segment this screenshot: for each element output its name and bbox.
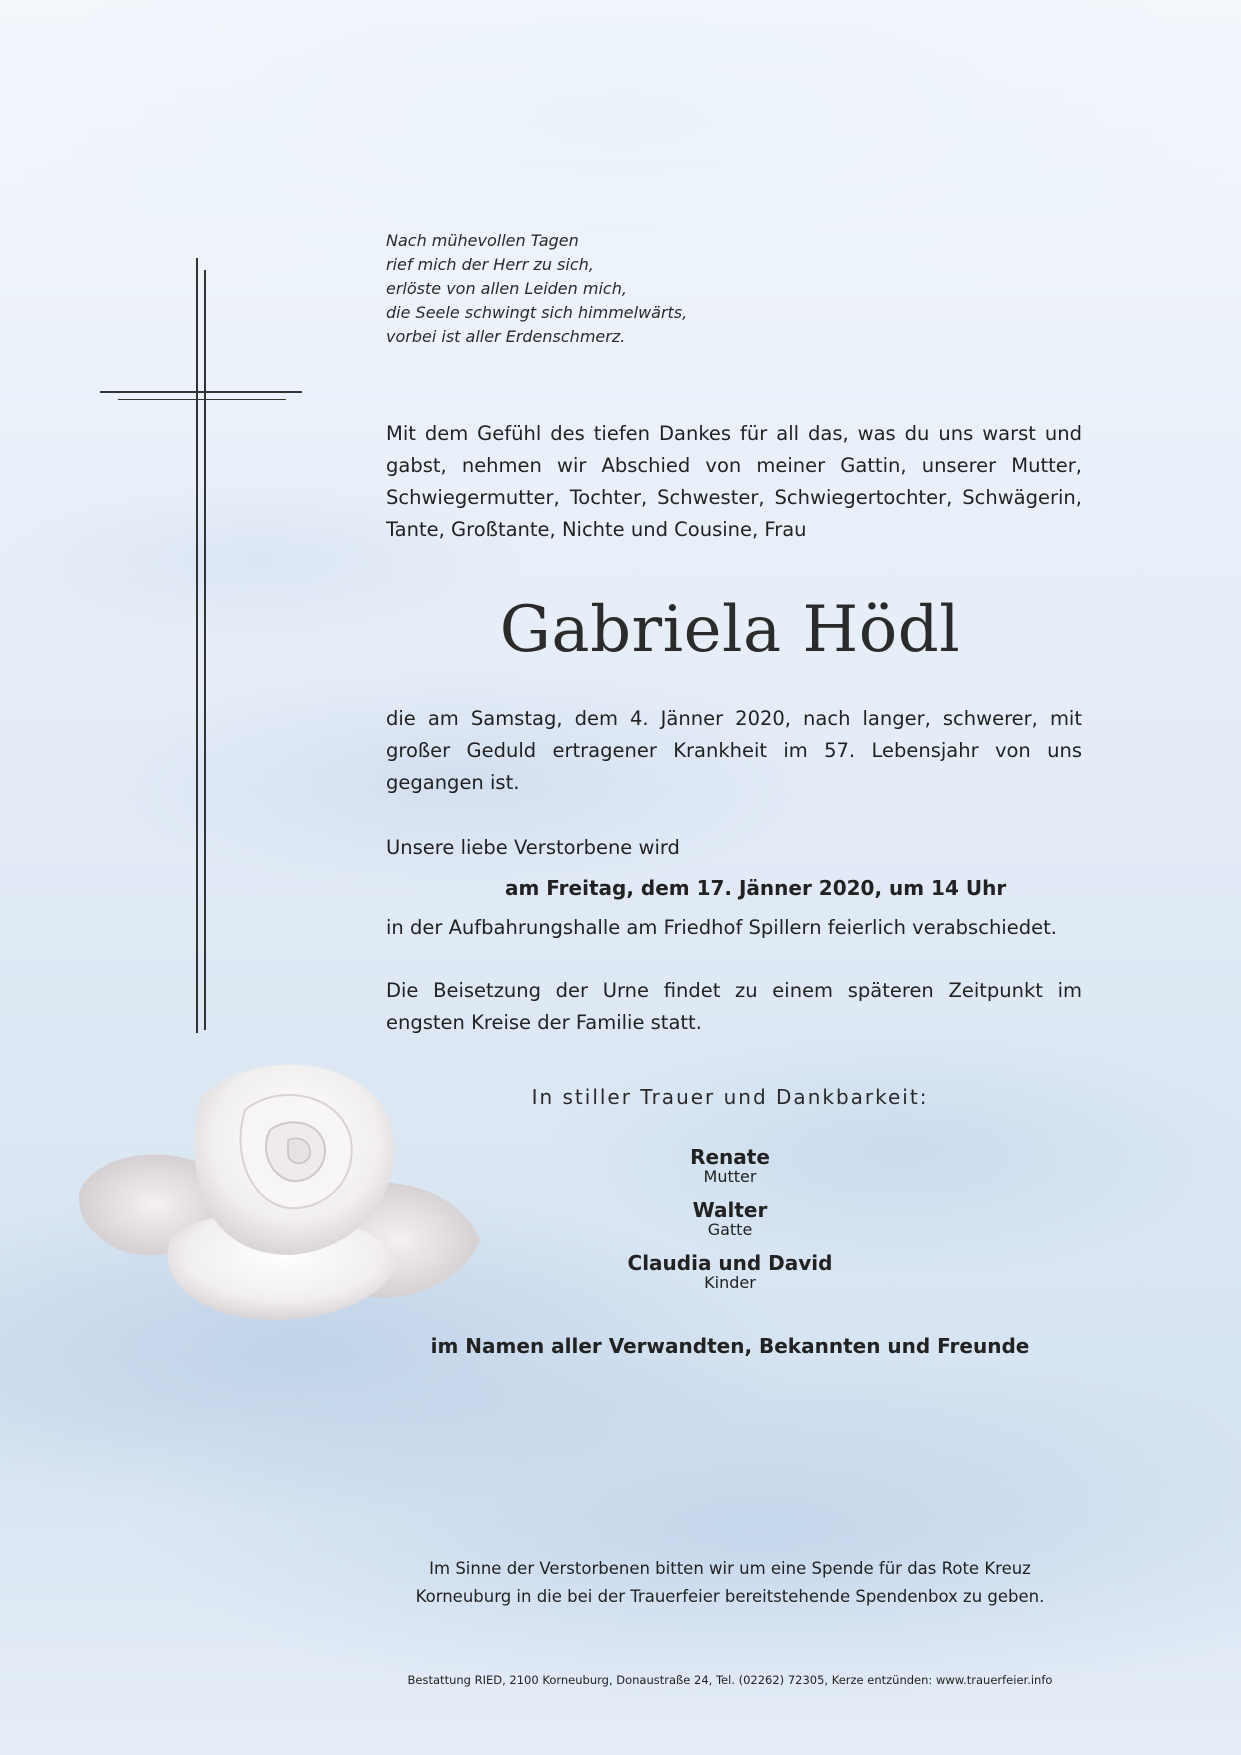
death-paragraph: die am Samstag, dem 4. Jänner 2020, nach langer, schwerer, mit großer Geduld ertragener Krankheit im 57. Lebensjahr von uns gegangen ist. [386,707,1082,794]
mourner-entry [530,1199,930,1239]
mourner-relation: Mutter [703,1167,757,1186]
farewell-date: am Freitag, dem 17. Jänner 2020, um 14 Uhr [505,876,1007,900]
poem [386,229,786,349]
farewell-intro: Unsere liebe Verstorbene wird [386,836,680,859]
cross-horizontal-line [100,391,302,393]
cross-vertical-line [204,270,206,1030]
urn-paragraph: Die Beisetzung der Urne findet zu einem späteren Zeitpunkt im engsten Kreise der Familie statt. [386,979,1082,1034]
cross-horizontal-line [118,399,286,400]
cross-vertical-line [196,258,198,1033]
mourner-name: Renate [690,1145,770,1169]
intro-paragraph: Mit dem Gefühl des tiefen Dankes für all das, was du uns warst und gabst, nehmen wir Abschied von meiner Gattin, unserer Mutter, Schwiegermutter, Tochter, Schwester, Schwiegertochter, Schwägerin, Tante, Großtante, Nichte und Cousine, Frau [386,422,1082,541]
poem-line: erlöste von allen Leiden mich, [386,279,627,298]
donation-line: Im Sinne der Verstorbenen bitten wir um eine Spende für das Rote Kreuz [429,1559,1031,1578]
donation-line: Korneuburg in die bei der Trauerfeier bereitstehende Spendenbox zu geben. [415,1587,1045,1606]
mourner-entry [530,1146,930,1186]
mourner-relation: Kinder [704,1273,756,1292]
mourner-relation: Gatte [707,1220,753,1239]
mourning-heading: In stiller Trauer und Dankbarkeit: [531,1085,929,1109]
deceased-name: Gabriela Hödl [499,593,961,667]
poem-line: Nach mühevollen Tagen [386,231,579,250]
poem-line: vorbei ist aller Erdenschmerz. [386,327,626,346]
funeral-home-footer: Bestattung RIED, 2100 Korneuburg, Donaustraße 24, Tel. (02262) 72305, Kerze entzünden: www.trauerfeier.info [407,1673,1053,1687]
poem-line: rief mich der Herr zu sich, [386,255,594,274]
farewell-place: in der Aufbahrungshalle am Friedhof Spillern feierlich verabschiedet. [386,916,1057,939]
donation-note [330,1555,1130,1611]
mourner-name: Claudia und David [627,1251,833,1275]
poem-line: die Seele schwingt sich himmelwärts, [386,303,688,322]
on-behalf-line: im Namen aller Verwandten, Bekannten und Freunde [430,1334,1030,1358]
mourner-entry [530,1252,930,1292]
mourner-name: Walter [692,1198,768,1222]
